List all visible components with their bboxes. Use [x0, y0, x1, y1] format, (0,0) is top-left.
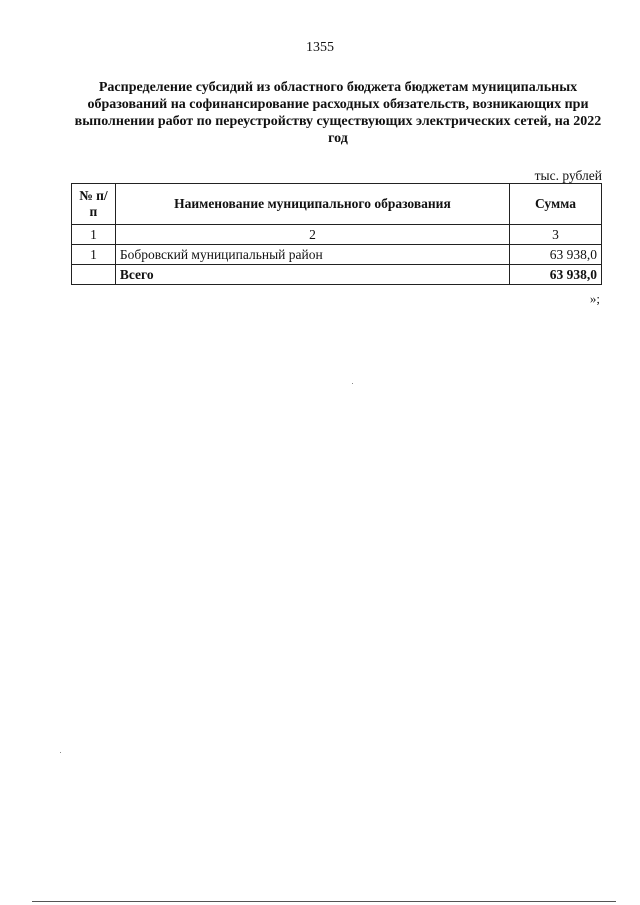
table-index-row: [72, 225, 602, 245]
table-row: [72, 245, 602, 265]
closing-mark: »;: [589, 291, 600, 306]
scan-speck: [352, 383, 353, 384]
header-sum: Сумма: [509, 184, 601, 225]
row-num: 1: [72, 245, 116, 265]
index-cell: 1: [72, 225, 116, 245]
scan-speck: [60, 752, 61, 753]
total-label: Всего: [115, 265, 509, 285]
total-sum: 63 938,0: [509, 265, 601, 285]
index-cell: 3: [509, 225, 601, 245]
total-empty-cell: [72, 265, 116, 285]
subsidy-table: [71, 183, 602, 285]
table-total-row: [72, 265, 602, 285]
page-number: 1355: [306, 40, 334, 55]
bottom-rule: [32, 901, 616, 902]
row-name: Бобровский муниципальный район: [115, 245, 509, 265]
units-label: тыс. рублей: [534, 168, 602, 183]
document-title: Распределение субсидий из областного бюджета бюджетам муниципальных образований на софинансирование расходных обязательств, возникающих при выполнении работ по переустройству существующих электрических сетей, на 2022 год: [74, 80, 602, 146]
row-sum: 63 938,0: [509, 245, 601, 265]
index-cell: 2: [115, 225, 509, 245]
header-name: Наименование муниципального образования: [115, 184, 509, 225]
header-num: № п/п: [72, 184, 116, 225]
table-header-row: [72, 184, 602, 225]
